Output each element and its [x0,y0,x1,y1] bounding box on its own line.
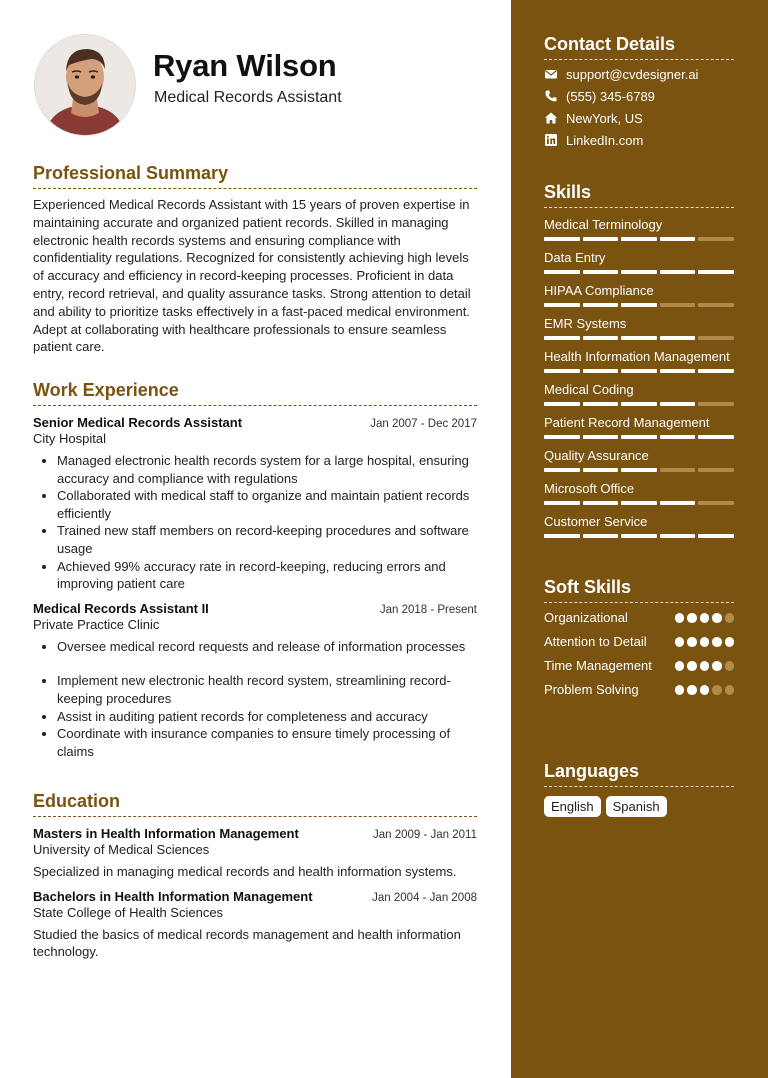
list-item: • Coordinate with insurance companies to ensure timely processing of claims [57,725,477,760]
list-item: • Collaborated with medical staff to organize and maintain patient records efficiently [57,487,477,522]
skill-level-segment [660,468,696,472]
rating-dot [687,613,697,623]
skill-level-segment [621,237,657,241]
soft-skill-item [544,609,734,627]
soft-skill-rating [675,613,735,623]
rating-dot [725,637,735,647]
linkedin-text[interactable]: LinkedIn.com [566,132,644,148]
skill-level-bar [544,369,734,373]
summary-heading: Professional Summary [33,163,477,189]
skill-level-segment [698,270,734,274]
skill-level-segment [698,369,734,373]
skills-list [544,216,734,538]
rating-dot [687,661,697,671]
skill-level-segment [583,270,619,274]
education-description: Studied the basics of medical records management and health information technology. [33,926,461,960]
soft-skill-name: Attention to Detail [544,634,647,649]
skill-level-segment [621,369,657,373]
soft-skill-name: Time Management [544,658,652,673]
phone-icon [544,89,558,103]
skill-level-segment [698,303,734,307]
skill-name: Patient Record Management [544,415,710,430]
contact-phone[interactable] [544,88,734,104]
skill-level-bar [544,270,734,274]
skill-level-segment [698,237,734,241]
experience-heading: Work Experience [33,380,477,406]
skill-level-bar [544,336,734,340]
skill-name: Medical Coding [544,382,634,397]
rating-dot [687,685,697,695]
rating-dot [712,685,722,695]
contact-heading: Contact Details [544,34,734,60]
list-item: • Assist in auditing patient records for completeness and accuracy [57,708,477,726]
rating-dot [700,661,710,671]
rating-dot [700,613,710,623]
language-badge: Spanish [606,796,667,817]
list-item: • Achieved 99% accuracy rate in record-keeping, reducing errors and improving patient care [57,558,477,593]
skill-level-segment [583,336,619,340]
soft-skills-list [544,609,734,699]
skill-level-segment [583,402,619,406]
skill-item [544,282,734,307]
skill-level-bar [544,402,734,406]
rating-dot [675,685,685,695]
education-section [33,791,477,961]
skill-level-segment [698,336,734,340]
school-name: University of Medical Sciences [33,842,210,857]
skill-level-segment [698,468,734,472]
job-entry [33,601,477,761]
skill-level-segment [621,435,657,439]
skill-item [544,381,734,406]
skill-name: Health Information Management [544,349,730,364]
list-item: • Trained new staff members on record-keeping procedures and software usage [57,522,477,557]
education-heading: Education [33,791,477,817]
skill-name: HIPAA Compliance [544,283,654,298]
education-description: Specialized in managing medical records and health information systems. [33,864,457,879]
soft-skill-rating [675,685,735,695]
soft-skill-item [544,681,734,699]
job-title: Senior Medical Records Assistant [33,415,243,430]
skill-level-segment [621,402,657,406]
candidate-name: Ryan Wilson [153,48,337,83]
rating-dot [725,613,735,623]
skill-level-bar [544,501,734,505]
skill-level-segment [544,369,580,373]
experience-section [33,380,477,760]
contact-linkedin[interactable] [544,132,734,148]
skill-level-segment [621,468,657,472]
soft-skills-section [544,577,734,699]
languages-section [544,761,734,817]
contact-location [544,110,734,126]
skill-level-segment [698,402,734,406]
skill-level-segment [583,435,619,439]
soft-skill-item [544,657,734,675]
language-badge: English [544,796,601,817]
skill-level-segment [660,237,696,241]
rating-dot [712,661,722,671]
skill-item [544,348,734,373]
soft-skill-name: Organizational [544,610,628,625]
skill-level-segment [583,501,619,505]
contact-email[interactable] [544,66,734,82]
skill-level-bar [544,468,734,472]
skill-name: Customer Service [544,514,648,529]
rating-dot [675,637,685,647]
education-entry [33,826,477,881]
skill-name: EMR Systems [544,316,627,331]
skill-level-segment [660,501,696,505]
skill-level-segment [698,435,734,439]
skill-level-segment [660,534,696,538]
skill-level-bar [544,534,734,538]
skill-level-segment [660,270,696,274]
skill-item [544,249,734,274]
skill-level-segment [544,435,580,439]
skill-level-bar [544,303,734,307]
skill-level-segment [544,402,580,406]
soft-skill-item [544,633,734,651]
rating-dot [712,637,722,647]
skill-level-segment [621,534,657,538]
skill-name: Quality Assurance [544,448,649,463]
skill-level-segment [621,270,657,274]
education-entry [33,889,477,961]
skill-level-segment [583,237,619,241]
skill-item [544,414,734,439]
skill-level-segment [583,369,619,373]
home-icon [544,111,558,125]
skill-level-segment [544,534,580,538]
degree-title: Masters in Health Information Management [33,826,299,841]
soft-skill-name: Problem Solving [544,682,639,697]
job-organization: City Hospital [33,431,106,446]
candidate-role: Medical Records Assistant [154,89,342,106]
skill-item [544,216,734,241]
rating-dot [712,613,722,623]
linkedin-icon [544,133,558,147]
languages-heading: Languages [544,761,734,787]
skill-level-segment [621,303,657,307]
skill-name: Microsoft Office [544,481,635,496]
skill-level-segment [660,369,696,373]
job-date: Jan 2018 - Present [379,603,477,616]
skill-item [544,513,734,538]
email-text[interactable]: support@cvdesigner.ai [566,66,699,82]
skill-level-segment [544,336,580,340]
education-date: Jan 2009 - Jan 2011 [372,829,477,841]
rating-dot [675,661,685,671]
skill-item [544,480,734,505]
skill-name: Data Entry [544,250,606,265]
skill-level-segment [621,501,657,505]
envelope-icon [544,67,558,81]
summary-text: Experienced Medical Records Assistant with 15 years of proven expertise in maintaining accurate and organized patient records. Skilled in managing electronic health records systems and ensuring compliance with confidentiality regulations. Recognized for consistently achieving high levels of accuracy and efficiency in record-keeping processes. Proficient in data entry, record retrieval, and quality assurance tasks. Strong attention to detail and ability to prioritize tasks effectively in a fast-paced medical environment. Adept at collaborating with healthcare professionals to ensure seamless patient care. [33,197,471,355]
skill-level-segment [544,270,580,274]
sidebar [511,0,768,1078]
skill-level-bar [544,237,734,241]
skill-name: Medical Terminology [544,217,663,232]
phone-text[interactable]: (555) 345-6789 [566,88,655,104]
skill-level-segment [698,501,734,505]
rating-dot [725,661,735,671]
list-item: • Implement new electronic health record system, streamlining record-keeping procedures [57,672,477,707]
job-organization: Private Practice Clinic [33,616,160,632]
skills-section [544,182,734,538]
skill-level-segment [544,237,580,241]
skill-level-segment [544,468,580,472]
contact-section [544,34,734,148]
skill-level-segment [544,501,580,505]
skill-level-segment [660,402,696,406]
soft-skill-rating [675,637,735,647]
skill-level-segment [621,336,657,340]
job-entry [33,415,477,593]
list-item: • Managed electronic health records system for a large hospital, ensuring accuracy and compliance with regulations [57,452,477,487]
skill-level-segment [660,336,696,340]
job-title: Medical Records Assistant II [33,600,209,616]
avatar [34,34,136,136]
school-name: State College of Health Sciences [33,904,224,920]
soft-skill-rating [675,661,735,671]
degree-title: Bachelors in Health Information Management [33,888,313,904]
skill-item [544,315,734,340]
profile-photo-icon [35,35,135,135]
skill-level-segment [698,534,734,538]
rating-dot [687,637,697,647]
job-date: Jan 2007 - Dec 2017 [370,418,477,430]
soft-skills-heading: Soft Skills [544,577,734,603]
skill-level-segment [583,303,619,307]
job-bullets [33,638,477,761]
rating-dot [675,613,685,623]
skill-level-segment [583,534,619,538]
rating-dot [700,685,710,695]
skill-level-segment [544,303,580,307]
list-item: • Oversee medical record requests and release of information processes [57,638,477,656]
location-text: NewYork, US [566,110,643,126]
skill-level-segment [660,435,696,439]
languages-list [544,796,734,817]
rating-dot [700,637,710,647]
job-bullets [33,452,477,593]
skill-level-segment [660,303,696,307]
skill-item [544,447,734,472]
summary-section [33,163,477,356]
rating-dot [725,685,735,695]
skill-level-segment [583,468,619,472]
skill-level-bar [544,435,734,439]
skills-heading: Skills [544,182,734,208]
education-date: Jan 2004 - Jan 2008 [372,891,477,904]
